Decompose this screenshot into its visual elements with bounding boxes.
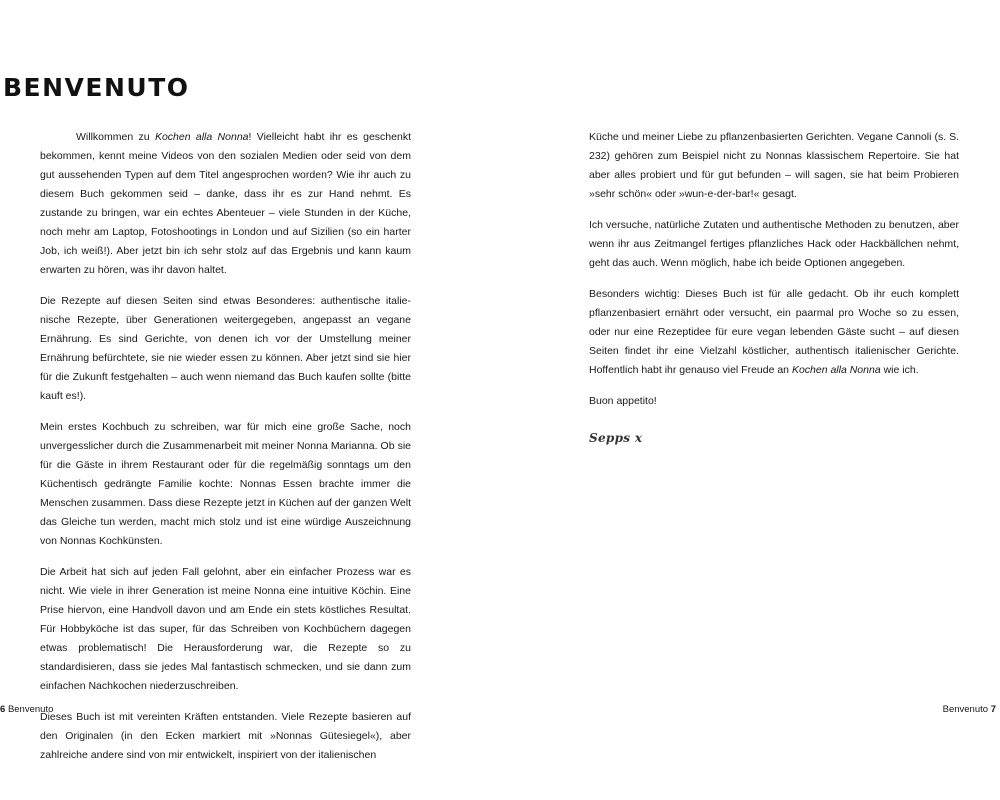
running-head: Benvenuto [942,704,989,715]
left-column [40,128,411,777]
left-page-footer [0,704,53,715]
right-page-footer [943,704,996,715]
paragraph: Dieses Buch ist mit vereinten Kräften entstanden. Viele Rezepte basieren auf den Originalen (in den Ecken markiert mit »Nonnas Gütesiegel«), aber zahlreiche andere sind von mir entwickelt, inspiriert von der italienischen [40,711,411,761]
paragraph: Ich versuche, natürliche Zutaten und authentische Methoden zu benutzen, aber wenn ihr aus Zeitmangel fertiges pflanzliches Hack oder Hackbällchen nehmt, geht das auch. Wenn möglich, habe ich beide Optionen angegeben. [589,219,959,269]
book-title-emphasis: Kochen alla Nonna [791,364,881,376]
paragraph: Die Arbeit hat sich auf jeden Fall gelohnt, aber ein einfacher Prozess war es nicht. Wie viele in ihrer Generation ist meine Nonna eine intuitive Köchin. Eine Prise hiervon, eine Handvoll davon und am Ende ein stets köstliches Resultat. Für Hobbyköche ist das super, für das Schreiben von Kochbüchern dagegen etwas problematisch! Die Herausforderung war, die Rezepte so zu standardisieren, dass sie jedes Mal fantastisch schmecken, und sie dann zum einfachen Nachkochen niederzuschreiben. [40,566,411,692]
paragraph: Die Rezepte auf diesen Seiten sind etwas Besonderes: authentische italienische Rezepte, über Generationen weitergegeben, angepasst an vegane Ernährung. Es sind Gerichte, von denen ich vor der Umstellung meiner Ernährung befürchtete, sie nie wieder essen zu können. Aber jetzt sind sie hier für die Zukunft festgehalten – auch wenn niemand das Buch kaufen sollte (bitte kauft es!). [40,295,411,402]
page-title: BENVENUTO [3,73,190,102]
right-column [589,128,959,448]
paragraph: Willkommen zu Kochen alla Nonna! Vielleicht habt ihr es geschenkt bekommen, kennt meine Videos von den sozialen Medien oder seid von dem gut aussehenden Typen auf dem Titel angesprochen worden? Wie ihr auch zu diesem Buch gekommen seid – danke, dass ihr es zur Hand nehmt. Es zustande zu bringen, war ein echtes Abenteuer – viele Stunden in der Küche, noch mehr am Laptop, Fotoshootings in London und auf Sizilien (so ein harter Job, ich weiß!). Aber jetzt bin ich sehr stolz auf das Ergebnis und kann kaum erwarten zu hören, was ihr davon haltet. [40,131,411,276]
author-signature: Sepps x [589,431,643,445]
closing-line: Buon appetito! [589,395,657,407]
paragraph: Küche und meiner Liebe zu pflanzenbasierten Gerichten. Vegane Cannoli (s. S. 232) gehören zum Beispiel nicht zu Nonnas klassischem Repertoire. Sie hat aber alles probiert und für gut befunden – will sagen, sie hat beim Probieren »sehr schön« oder »wun-e-der-bar!« gesagt. [589,131,959,200]
running-head: Benvenuto [7,704,54,715]
page-number: 7 [990,704,996,715]
page-number: 6 [0,704,6,715]
paragraph: Mein erstes Kochbuch zu schreiben, war für mich eine große Sache, noch unvergesslicher durch die Zusammenarbeit mit meiner Nonna Marianna. Ob sie für die Gäste in ihrem Restaurant oder für die regelmäßig sonntags um den Küchentisch gedrängte Familie kochte: Nonnas Essen brachte immer die Menschen zusammen. Dass diese Rezepte jetzt in Küchen auf der ganzen Welt das Gleiche tun werden, macht mich stolz und ist eine würdige Auszeichnung von Nonnas Kochkünsten. [40,421,412,547]
book-title-emphasis: Kochen alla Nonna [154,131,249,143]
paragraph: Besonders wichtig: Dieses Buch ist für alle gedacht. Ob ihr euch komplett pflanzenbasiert ernährt oder versucht, ein paarmal pro Woche so zu essen, oder nur eine Rezeptidee für eure vegan lebenden Gäste sucht – auf diesen Seiten findet ihr eine Vielzahl köstlicher, authentisch italienischer Gerichte. Hoffentlich habt ihr genauso viel Freude an Kochen alla Nonna wie ich. [589,288,959,376]
